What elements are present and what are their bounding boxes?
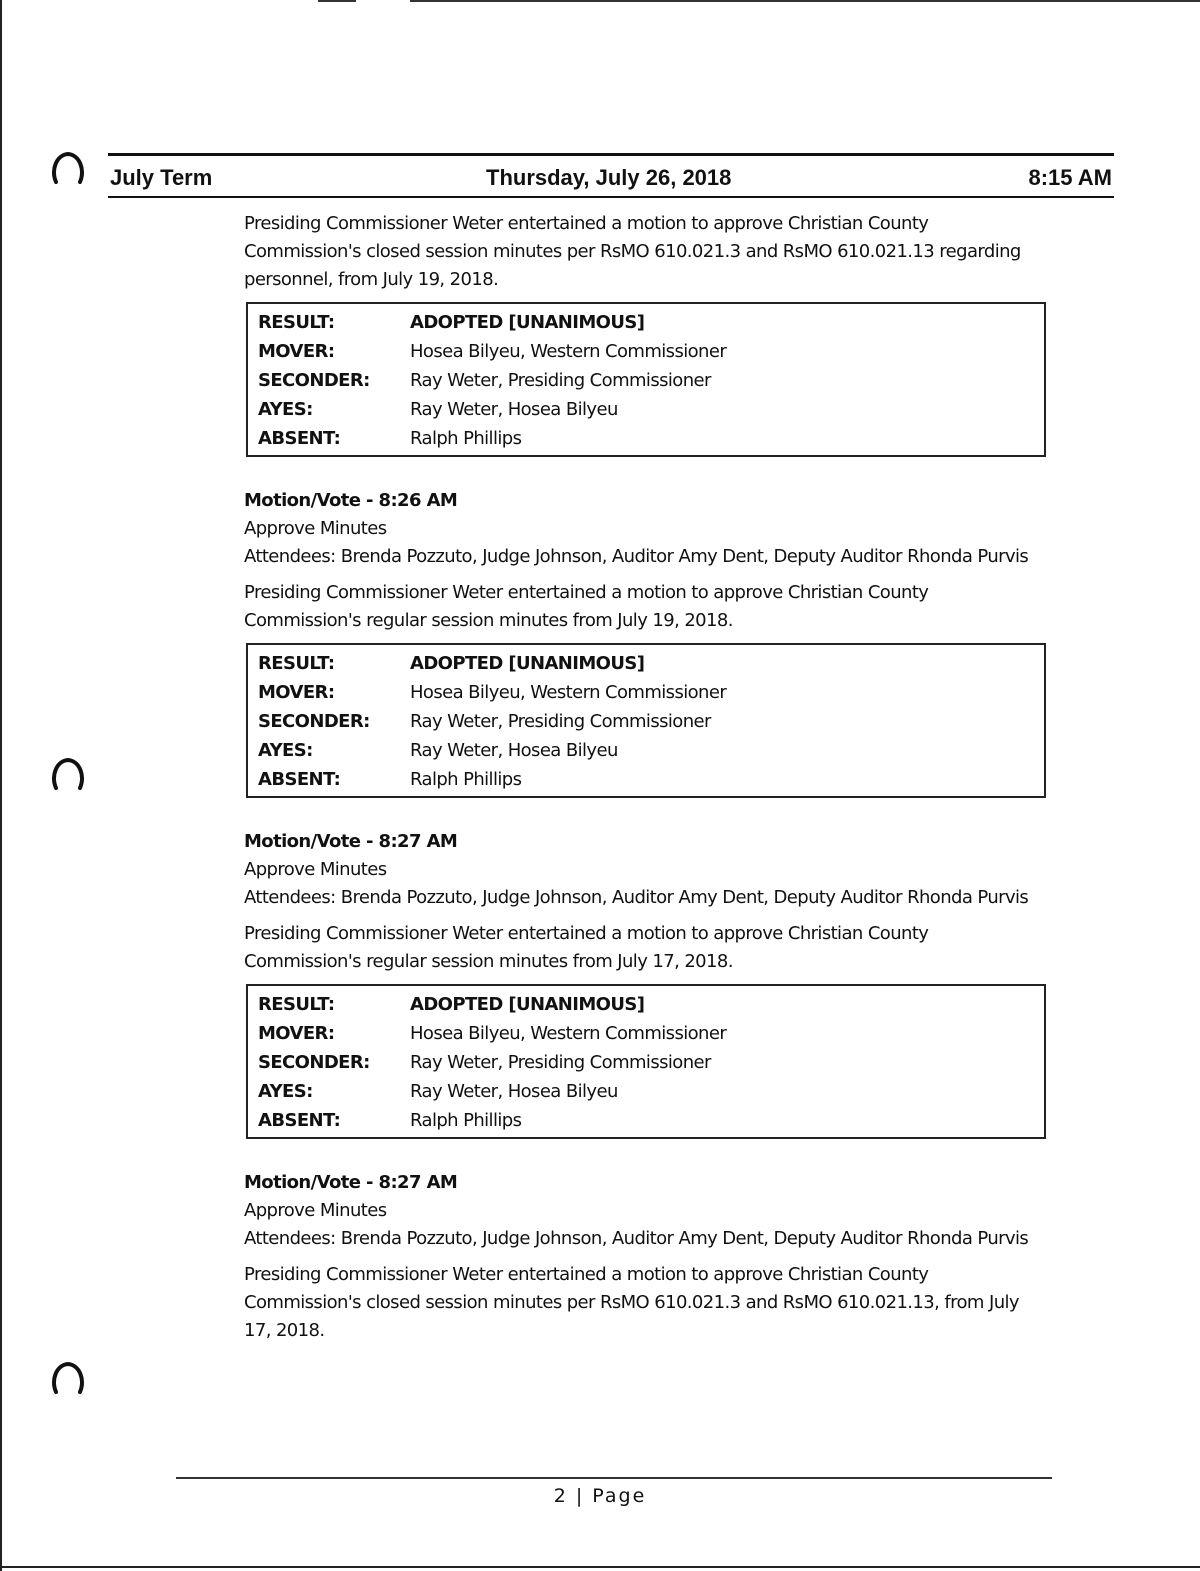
motion-attendees: Attendees: Brenda Pozzuto, Judge Johnson, Auditor Amy Dent, Deputy Auditor Rhonda Purvis: [244, 546, 1029, 567]
motion-heading: Motion/Vote - 8:26 AM: [244, 490, 458, 511]
vote-label: SECONDER:: [258, 711, 370, 732]
vote-row-ayes: [258, 395, 1044, 424]
meeting-time: 8:15 AM: [1028, 165, 1112, 190]
motion-text: Presiding Commissioner Weter entertained a motion to approve Christian County Commission's regular session minutes from July 19, 2018.: [244, 582, 929, 631]
vote-row-result: [258, 649, 1044, 678]
page-number: 2 | Page: [553, 1485, 647, 1507]
scan-top-mark: [318, 0, 356, 2]
motion-text: Presiding Commissioner Weter entertained a motion to approve Christian County Commission's closed session minutes per RsMO 610.021.3 and RsMO 610.021.13 regarding personnel, from July 19, 2018.: [244, 213, 1021, 290]
footer-rule: [176, 1477, 1052, 1479]
vote-row-ayes: [258, 1077, 1044, 1106]
vote-ayes: Ray Weter, Hosea Bilyeu: [410, 399, 618, 420]
scan-bottom-edge: [0, 1566, 1200, 1568]
vote-label: MOVER:: [258, 1023, 335, 1044]
vote-label: RESULT:: [258, 994, 335, 1015]
vote-result: ADOPTED [UNANIMOUS]: [410, 653, 645, 674]
vote-row-absent: [258, 765, 1044, 794]
scan-top-mark: [410, 0, 1200, 2]
vote-label: SECONDER:: [258, 1052, 370, 1073]
minutes-content: [244, 210, 1044, 1353]
vote-table: [246, 302, 1046, 457]
vote-result: ADOPTED [UNANIMOUS]: [410, 312, 645, 333]
vote-absent: Ralph Phillips: [410, 1110, 522, 1131]
term-label: July Term: [110, 165, 213, 190]
vote-row-result: [258, 308, 1044, 337]
vote-table: [246, 643, 1046, 798]
vote-absent: Ralph Phillips: [410, 428, 522, 449]
vote-row-absent: [258, 1106, 1044, 1135]
motion-text: Presiding Commissioner Weter entertained a motion to approve Christian County Commission's closed session minutes per RsMO 610.021.3 and RsMO 610.021.13, from July 17, 2018.: [244, 1264, 1019, 1341]
vote-seconder: Ray Weter, Presiding Commissioner: [410, 1052, 711, 1073]
motion-attendees: Attendees: Brenda Pozzuto, Judge Johnson, Auditor Amy Dent, Deputy Auditor Rhonda Purvis: [244, 1228, 1029, 1249]
vote-row-ayes: [258, 736, 1044, 765]
vote-label: RESULT:: [258, 653, 335, 674]
vote-label: RESULT:: [258, 312, 335, 333]
vote-row-seconder: [258, 366, 1044, 395]
punch-hole-icon: [50, 150, 86, 186]
vote-label: MOVER:: [258, 341, 335, 362]
vote-label: ABSENT:: [258, 769, 341, 790]
vote-row-mover: [258, 1019, 1044, 1048]
vote-absent: Ralph Phillips: [410, 769, 522, 790]
vote-label: AYES:: [258, 740, 313, 761]
header-bottom-rule: [108, 196, 1114, 198]
motion-heading: Motion/Vote - 8:27 AM: [244, 831, 458, 852]
vote-row-mover: [258, 678, 1044, 707]
vote-mover: Hosea Bilyeu, Western Commissioner: [410, 682, 727, 703]
motion-heading: Motion/Vote - 8:27 AM: [244, 1172, 458, 1193]
vote-row-absent: [258, 424, 1044, 453]
vote-row-seconder: [258, 1048, 1044, 1077]
vote-ayes: Ray Weter, Hosea Bilyeu: [410, 740, 618, 761]
motion-subject: Approve Minutes: [244, 518, 387, 539]
motion-attendees: Attendees: Brenda Pozzuto, Judge Johnson, Auditor Amy Dent, Deputy Auditor Rhonda Purvis: [244, 887, 1029, 908]
scan-left-edge: [0, 0, 2, 1571]
vote-row-seconder: [258, 707, 1044, 736]
vote-ayes: Ray Weter, Hosea Bilyeu: [410, 1081, 618, 1102]
vote-row-mover: [258, 337, 1044, 366]
vote-result: ADOPTED [UNANIMOUS]: [410, 994, 645, 1015]
vote-mover: Hosea Bilyeu, Western Commissioner: [410, 341, 727, 362]
motion-subject: Approve Minutes: [244, 859, 387, 880]
vote-mover: Hosea Bilyeu, Western Commissioner: [410, 1023, 727, 1044]
vote-table: [246, 984, 1046, 1139]
punch-hole-icon: [50, 1360, 86, 1396]
punch-hole-icon: [50, 756, 86, 792]
motion-subject: Approve Minutes: [244, 1200, 387, 1221]
vote-label: ABSENT:: [258, 428, 341, 449]
vote-label: AYES:: [258, 1081, 313, 1102]
vote-label: MOVER:: [258, 682, 335, 703]
vote-seconder: Ray Weter, Presiding Commissioner: [410, 711, 711, 732]
vote-label: ABSENT:: [258, 1110, 341, 1131]
motion-text: Presiding Commissioner Weter entertained a motion to approve Christian County Commission's regular session minutes from July 17, 2018.: [244, 923, 929, 972]
vote-row-result: [258, 990, 1044, 1019]
vote-seconder: Ray Weter, Presiding Commissioner: [410, 370, 711, 391]
vote-label: AYES:: [258, 399, 313, 420]
vote-label: SECONDER:: [258, 370, 370, 391]
meeting-date: Thursday, July 26, 2018: [486, 165, 732, 190]
header-top-rule: [108, 153, 1114, 156]
